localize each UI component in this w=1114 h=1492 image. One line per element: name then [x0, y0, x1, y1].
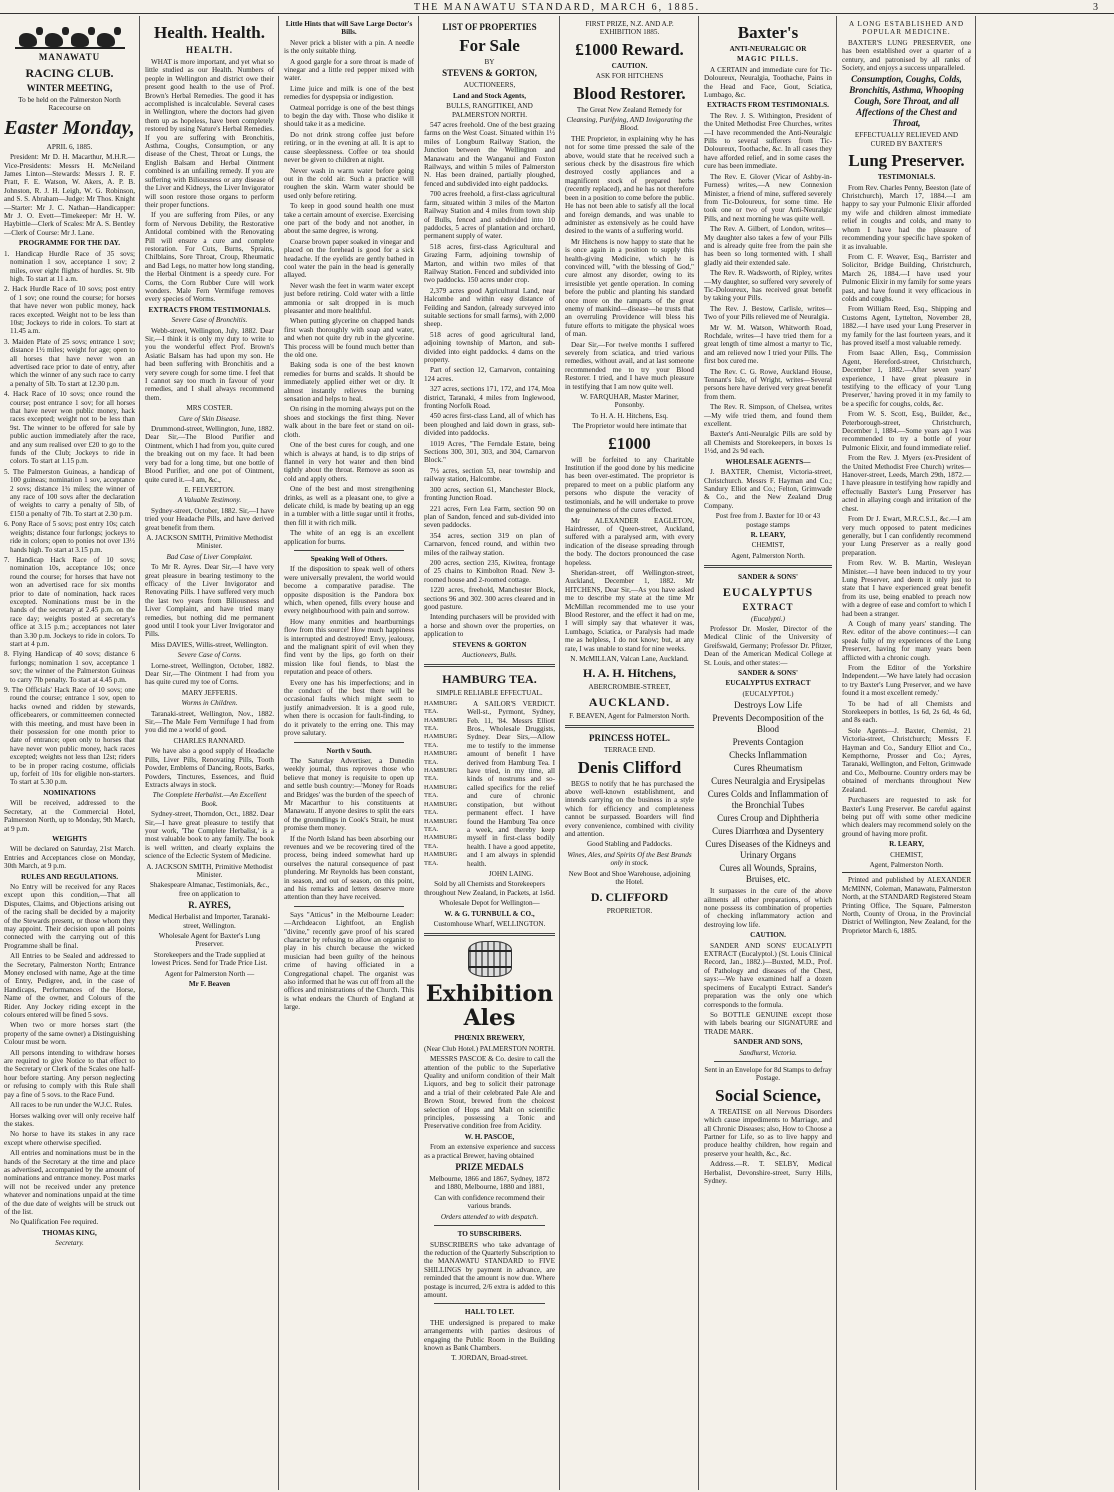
- lung-testimonial: From the Editor of the Yorkshire Independent.—'We have lately had occasion to try Baxter's Lung Preserver, and we have found it a most excellent remedy.': [842, 664, 971, 698]
- hint-item: One of the best cures for cough, and one which is always at hand, is to dip strips of flannel in very hot water and then bind tightly about the throat. Remove as soon as cold and apply others.: [284, 441, 414, 483]
- hotel-stabling: Good Stabling and Paddocks.: [586, 840, 673, 849]
- exhibition-ales-title: Exhibition Ales: [425, 981, 554, 1032]
- pills-testimonial: The Rev. R. Wadsworth, of Ripley, writes —My daughter, so suffered very severely of Tic-Doloureux, has received great benefit by taking your Pills.: [704, 269, 832, 303]
- restorer-testimonial: Dear Sir,—For twelve months I suffered severely from sciatica, and tried various remedies, without avail, and at last someone recommended me to try your Blood Restorer. I tried, and I have much pleasure in testifying that I am now quite well.: [565, 340, 694, 391]
- book-heading: The Complete Herbalist.—An Excellent Book.: [152, 791, 267, 808]
- almanac-note: Shakespeare Almanac, Testimonials, &c., free on application to: [149, 881, 270, 898]
- tea-agent: W. & G. TURNBULL & CO.,: [444, 909, 535, 918]
- rule-item: All races to be run under the W.J.C. Rules.: [10, 1101, 133, 1110]
- auctioneers-label: AUCTIONEERS,: [463, 81, 516, 90]
- hotel-shoe-note: New Boot and Shoe Warehouse, adjoining the Hotel.: [568, 869, 691, 887]
- hint-item: Never wash the feet in warm water except just before retiring. Cold water with a little ammonia or salt dropped in is much pleasanter and more healthful.: [284, 281, 414, 315]
- tea-testimonial: A SAILOR'S VERDICT. Well-st., Pyrmont, Sydney, Feb. 11, '84. Messrs Elliott Bros., Wholesale Druggists, Sydney. Dear Sirs,—Allow me to testify to the immense amount of benefit I have derived from Hamburg Tea. I have tried, in my time, all kinds of nostrums and so-called specifics for the relief and cure of chronic constipation, but without permanent effect. I have found the Hamburg Tea once a week, and thereby keep myself in first-class bodily health. I have a good appetite, and I am always in splendid health.: [467, 699, 555, 868]
- tea-line: HAMBURG TEA.: [424, 851, 458, 867]
- tea-line: HAMBURG TEA.: [424, 716, 458, 733]
- blood-restorer-title: Blood Restorer.: [573, 83, 686, 103]
- column-blood-restorer: [561, 18, 698, 1488]
- orders-note: Orders attended to with despatch.: [440, 1212, 539, 1221]
- herbalist-role: Medical Herbalist and Importer, Taranaki-street, Wellington.: [148, 913, 271, 930]
- hotel-location: TERRACE END.: [603, 746, 656, 755]
- divider: [434, 1303, 545, 1304]
- pills-testimonial: The Rev. E. Glover (Vicar of Ashby-in-Furness) writes,—A new Connexion Minister, a friend of mine, suffered severely from Tic-Doloureux, for some time. He took one or two of your Anti-Neuralgic Pills, and next morning he was quite well.: [704, 172, 832, 223]
- hint-item: The white of an egg is an excellent application for burns.: [284, 529, 414, 546]
- tea-testimonial-box: [467, 700, 555, 881]
- race-list: [4, 250, 135, 787]
- social-science-text: A TREATISE on all Nervous Disorders which cause impediments to Marriage, and all Chronic Diseases; also, How to Choose a Partner for Life, so as to live happy and produce healthy children, how regain and preserve your health, &c., &c.: [704, 1107, 832, 1158]
- tea-line: HAMBURG TEA.: [424, 834, 458, 850]
- rule-item: All Entries to be Sealed and addressed to the Secretary, Palmerston North; Entrance Money enclosed with name, Age at the time of Entry, Pedigree, and, in the case of Handicaps, Performances of the Horse, Name of the owner, and Colours of the Rider. Any Jockey riding except in the colours entered will be fined 5 sovs.: [4, 952, 135, 1020]
- testimonial-signature: E. FELVERTON.: [184, 485, 235, 494]
- health-intro: WHAT is more important, and yet what so little studied as our Health. Numbers of people in Wellington and district owe their present good health to the use of Prof. Brown's Herbal Remedies. The good it has accomplished is incalculable. Several cases in Wellington, where the doctors had given them up as hopeless, have been completely restored by using Nature's Herbal Remedies. If you are suffering with Bronchitis, Asthma, Coughs, Consumption, or any disease of the Chest, Throat or Lungs, the English Balsam and Herbal Ointment combined is an unfailing remedy. If you are suffering with Biliousness or any disease of the Liver and Kidneys, the Liver Invigorator will soon restore those organs to perform their proper functions.: [145, 58, 274, 209]
- caution-text: SANDER AND SONS' EUCALYPTI EXTRACT (Eucalyptol.) (St. Louis Clinical Record, Jan., 1882.)—Buxted, M.D., Prof. of Pathology and diseases of the Chest, says:—We have examined half a dozen specimens of Eucalypti Extract. Sander's preparation was the only one which corresponds to the formula.: [704, 941, 832, 1009]
- testimonial-heading: Bad Case of Liver Complaint.: [166, 552, 253, 561]
- property-item: 700 acres freehold, a first-class agricultural farm, situated within 3 miles of the Marton Railway Station and 4 miles from town ship of Bulls, fenced and subdivided into 10 paddocks, 5 acres of plantation and orchard, permanent supply of water.: [424, 190, 555, 241]
- subscribers-title: TO SUBSCRIBERS.: [457, 1230, 522, 1239]
- testimonial-text: Sydney-street, October, 1882. Sir,—I have tried your Headache Pills, and have derived great benefit from them.: [145, 506, 274, 532]
- firm-name-2: STEVENS & GORTON: [452, 640, 527, 649]
- book-signature: A. JACKSON SMITH, Primitive Methodist Minister.: [146, 862, 273, 879]
- testimonial-signature: MARY JEFFERIS.: [181, 688, 238, 697]
- lung-purchasers: Purchasers are requested to ask for Baxter's Lung Preserver. Be careful against being put off with some other medicine which dealers may recommend solely on the ground of having more profit.: [842, 796, 971, 838]
- lung-preserver-title: Lung Preserver.: [848, 151, 965, 171]
- race-item: 9. The Officials' Hack Race of 10 sovs; one round the course; entrance 1 sov, open to hacks owned and ridden by stewards, officebearers, or committeemen connected with this meeting, and must have been in their possession for one month prior to date of entrance; open only to horses that have never won public money, hack races excepted; weights not less than 12st; riders to be in proper racing costume, officials up, forfeit of 10s for eligible non-starters. To start at 5.30 p.m.: [4, 686, 135, 787]
- tea-line: HAMBURG TEA.: [424, 817, 458, 833]
- masthead-title: THE MANAWATU STANDARD, MARCH 6, 1885.: [413, 2, 701, 13]
- pills-testimonial: Mr W. M. Watson, Whitworth Road, Rochdale, writes—I have tried them for a great length of time almost a martyr to Tic, and am relieved now I tried your Pills. The first box cured me.: [704, 323, 832, 366]
- tea-line: HAMBURG TEA.: [424, 800, 458, 817]
- event-date: APRIL 6, 1885.: [46, 142, 93, 151]
- hotel-name: PRINCESS HOTEL.: [588, 733, 671, 744]
- chemist-name: R. LEARY,: [750, 530, 786, 539]
- restorer-agent: F. BEAVEN, Agent for Palmerston North.: [569, 711, 690, 720]
- agents-label: Land and Stock Agents,: [452, 91, 527, 100]
- speaking-text: How many enmities and heartburnings flow from this source! How much happiness is interrupted and destroyed! Envy, jealousy, and the malignant spirit of evil when they find vent by the lips, go forth on their mission like foul fiends, to blast the reputation and peace of others.: [284, 617, 414, 677]
- book-testimonial: Sydney-street, Thorndon, Oct., 1882. Dear Sir,—I have great pleasure to testify that your work, 'The Complete Herbalist,' is a most valuable book to any family. The book is well written, and clearly explains the science of the Eclectic System of Medicine.: [145, 810, 274, 861]
- prize-medals: PRIZE MEDALS: [455, 1162, 524, 1173]
- firm-sub-2: Auctioneers, Bulls.: [462, 651, 517, 659]
- testimonial-text: Drummond-street, Wellington, June, 1882. Dear Sir,—The Blood Purifier and Ointment, which I had from you, quite cured the breaking out on my face. It had been very bad for a long time, but one bottle of Blood Purifier, and one pot of Ointment, quite cured it.—I am, &c.,: [145, 425, 274, 484]
- pills-testimonial: The Rev. R. Simpson, of Chelsea, writes—My wife tried them, and found them excellent.: [704, 403, 832, 429]
- ask-label: ASK FOR HITCHENS: [595, 72, 664, 81]
- lung-agents: Sole Agents—J. Baxter, Chemist, 21 Victoria-street, Christchurch; Messrs F. Hayman and Co., Sandury Elliot and Co., Kempthorne, Prosser and Co.; Ayres, Taranaki, Wellington, and Felton, Grimwade and Co., Melbourne. Country orders may be obtained of merchants throughout New Zealand.: [842, 726, 971, 794]
- claim-item: Destroys Low Life: [734, 700, 802, 711]
- property-item: 1019 Acres, "The Ferndale Estate, being Sections 300, 301, 303, and 304, Carnarvon Block.": [424, 439, 555, 465]
- envelope-note: Sent in an Envelope for 8d Stamps to defray Postage.: [704, 1065, 832, 1083]
- trade-note: Storekeepers and the Trade supplied at lowest Prices. Send for Trade Price List.: [151, 950, 268, 968]
- column-lung-preserver: [838, 18, 975, 1488]
- claim-item: Cures all Wounds, Sprains, Bruises, etc.: [719, 863, 817, 885]
- testimonial-text: Webb-street, Wellington, July, 1882. Dear Sir,—I think it is only my duty to write to you the wonderful effect Prof. Brown's Asiatic Balsam has had upon my son. He had been suffering with Bronchitis and a very severe cough for some time. I feel that I cannot say too much in favour of your remedies, and I shall always recommend them.: [145, 326, 274, 402]
- rule-item: All entries and nominations must be in the hands of the Secretary at the time and place as advertised, accompanied by the amount of nominations and entrance money. Post marks will not be received under any pretence whatever and nominations unpaid at the time of the due date of weights will be struck out of the list.: [4, 1149, 135, 1216]
- eucalyptus-title: EUCALYPTUS: [722, 584, 814, 599]
- restorer-signature: N. McMILLAN, Valcan Lane, Auckland.: [570, 655, 689, 663]
- lung-effect: EFFECTUALLY RELIEVED AND CURED BY BAXTER'S: [854, 131, 959, 148]
- social-science-title: Social Science,: [715, 1085, 821, 1105]
- divider: [842, 872, 971, 873]
- medal-list: Melbourne, 1866 and 1867, Sydney, 1872 and 1880, Melbourne, 1880 and 1881,: [429, 1175, 550, 1192]
- property-item: 221 acres, Fern Lea Farm, section 90 on plan of Sandon, fenced and sub-divided into seven paddocks.: [424, 504, 555, 530]
- property-item: 547 acres freehold. One of the best grazing farms on the West Coast. Situated within 1½ miles of Longburn Railway Station, the Junction between the Wellington and Manawatu and the Wanganui and Foxton Railways, and within 5 miles of Palmerston N. Has been drained, partially ploughed, fenced and subdivided into eight paddocks.: [424, 121, 555, 188]
- rule-item: No Entry will be received for any Races except upon this condition,—That all Disputes, Claims, and Objections arising out of the racing shall be decided by a majority of the Stewards present, or those whom they may appoint. Their decision upon all points connected with the carrying out of this Programme shall be final.: [4, 882, 135, 950]
- secretary-name: THOMAS KING,: [42, 1228, 97, 1237]
- testimonials-title: EXTRACTS FROM TESTIMONIALS.: [148, 305, 271, 314]
- race-item: 3. Maiden Plate of 25 sovs; entrance 1 sov; distance 1½ miles; weight for age; open to all horses that have never won an advertised race prior to date of entry, after which the winner of any such race to carry a penalty of 5lb. To start at 12.30 p.m.: [4, 337, 135, 388]
- page-number: 3: [1093, 2, 1100, 13]
- caution-title: CAUTION.: [750, 931, 786, 940]
- extract-title: EXTRACT: [742, 601, 794, 612]
- brewer-experience: From an extensive experience and success as a practical Brewer, having obtained: [424, 1143, 555, 1160]
- tea-signature: JOHN LAING.: [488, 869, 534, 878]
- property-item: 327 acres, sections 171, 172, and 174, Moa district, Taranaki, 4 miles from Inglewood, fronting Norfolk Road.: [424, 385, 555, 411]
- lung-testimonial: From William Reed, Esq., Shipping and Customs Agent, Lyttelton, November 28, 1882.—I have used your Lung Preserver in my family for the last fourteen years, and it has proved itself a most valuable remedy.: [842, 305, 971, 347]
- rule-item: All persons intending to withdraw horses are required to give Notice to that effect to the Secretary or Clerk of the Scales one half-hour before starting. Any person neglecting or refusing to comply with this Rule shall pay a fine of 5 sovs. to the Race Fund.: [4, 1048, 135, 1099]
- social-science-address: Address.—R. T. SELBY, Medical Herbalist, Devonshire-street, Surry Hills, Sydney.: [704, 1160, 832, 1185]
- claim-item: Cures Rheumatism: [733, 763, 803, 774]
- north-south-title: North v South.: [326, 746, 372, 755]
- north-south-text: The Saturday Advertiser, a Dunedin weekly journal, thus reproves those who believe that money is requisite to open up and settle bush country:—'Money for Roads and Bridges' was the burden of the speech of Mr Macarthur to his constituents at Manawatu. If anyone desires to split the ears of the groundlings in Cook's Strait, he must promise them money.: [284, 756, 414, 833]
- property-item: 1220 acres, freehold, Manchester Block, sections 96 and 302. 300 acres cleared and in good pasture.: [424, 586, 555, 611]
- race-item: 1. Handicap Hurdle Race of 35 sovs; nomination 1 sov, acceptance 1 sov; 2 miles, over eight flights of hurdles. St. 9lb high. To start at 11 a.m.: [4, 249, 135, 283]
- for-sale-title: For Sale: [459, 36, 520, 55]
- eucalyptus-more: It surpasses in the cure of the above ailments all other preparations, of which none possess its combination of properties of checking inflammatory action and destroying low life.: [704, 887, 832, 929]
- hint-item: To keep in good sound health one must take a certain amount of exercise. Exercising one part of the body and not another, in about the same degree, is wrong.: [284, 202, 414, 236]
- lung-chemist-place: Agent, Palmerston North.: [869, 860, 944, 869]
- testimonial-signature: MRS COSTER.: [186, 404, 233, 413]
- maker-street: ABERCROMBIE-STREET,: [588, 683, 671, 692]
- medal-note: Can with confidence recommend their various brands.: [434, 1193, 545, 1211]
- lung-top: A LONG ESTABLISHED AND POPULAR MEDICINE.: [848, 20, 965, 37]
- divider: [704, 565, 832, 568]
- restorer-testimonial: Sheridan-street, off Wellington-street, Auckland, December 1, 1882. Mr HITCHENS, Dear Sir,—As you have asked me to describe my state at the time Mr McMillan recommended me to use your Blood Restorer, and the effect it had on me, I will simply say that whatever it was, Lumbago, Sciatica, or Paralysis had made me as helpless, I do not know; but, at any rate, I was unable to stand for nine weeks.: [565, 568, 694, 653]
- tea-line: HAMBURG TEA.: [424, 750, 458, 766]
- lung-testimonial: From W. S. Scott, Esq., Builder, &c., Peterborough-street, Christchurch, December 1, 1884.—Some years ago I was recommended to try a bottle of your Pulmonic Elixir, and found immediate relief.: [842, 410, 971, 452]
- atticus-text: Says "Atticus" in the Melbourne Leader:—Archdeacon Lightfoot, an English "divine," recently gave proof of his scared character by refusing to allow an organist to play in his church because the wicked musician had been guilty of the heinous crime of having officiated in a Congregational chapel. The organist was also informed that he was cut off from all the offices and ministrations of the Church. This is what endears the Church of England at large.: [284, 910, 414, 1012]
- lung-testimonials-title: TESTIMONIALS.: [877, 173, 936, 182]
- rule-item: When two or more horses start (the property of the same owner) a Distinguishing Colour must be worn.: [4, 1021, 135, 1047]
- speaking-title: Speaking Well of Others.: [310, 554, 388, 563]
- rules-title: RULES AND REGULATIONS.: [20, 872, 119, 881]
- intending-note: Intending purchasers will be provided with a horse and shown over the properties, on application to: [424, 613, 555, 639]
- officers: President: Mr D. H. Macarthur, M.H.R.—Vice-Presidents: Messrs H. McNeiland James Linton—Stewards: Messrs J. R. F. Pratt, F. E. Watson, W. Akers, A. P. B. Johnston, R. J. H. Leigh, W. G. Robinson, and S. S. Abraham—Judge: Mr Thos. Knight —Starter: Mr J. C. Nathan—Handicapper: Mr J. O. Evett—Timekeeper: Mr H. W. Haybittle—Clerk of Scales: Mr A. S. Bentley—Clerk of Course: Mr J. Lane.: [4, 153, 135, 237]
- weights-text: Will be declared on Saturday, 21st March. Entries and Acceptances close on Monday, 30th March, at 9 p.m.: [4, 845, 135, 871]
- herbalist-name: R. AYRES,: [188, 900, 231, 911]
- hotel-text: BEGS to notify that he has purchased the above well-known establishment, and intends carrying on the business in a style which for efficiency and completeness cannot be surpassed. Boarders will find every convenience, combined with civility and attention.: [565, 779, 694, 839]
- firm-place: BULLS, RANGITIKEI, AND PALMERSTON NORTH.: [446, 102, 533, 119]
- eucalyptol-sub: (EUCALYPTOL): [742, 689, 794, 698]
- divider: [294, 742, 404, 743]
- property-item: 200 acres, section 235, Kiwitea, frontage of 25 chains to Kimbolton Road. New 3-roomed house and 2-roomed cottage.: [424, 558, 555, 584]
- restorer-to: To H. A. H. Hitchens, Esq.: [591, 411, 668, 420]
- testimonial-heading: Cure of Skin Disease.: [178, 414, 241, 423]
- property-item: 518 acres, first-class Agricultural and Grazing Farm, adjoining township of Marton, and within two miles of that Railway Station. Fenced and subdivided into two paddocks. 150 acres under crop.: [424, 242, 555, 285]
- lung-testimonial: From C. F. Weaver, Esq., Barrister and Solicitor, Bridge Building, Christchurch, March 26, 1884.—I have used your Pulmonic Elixir in my family for some years past, and have found it very efficacious in colds and coughs.: [842, 252, 971, 303]
- hotel-proprietor-role: PROPRIETOR.: [606, 906, 653, 915]
- property-item: 518 acres of good agricultural land, adjoining township of Marton, and sub-divided into eight paddocks. 4 dams on the property.: [424, 330, 555, 364]
- rule-item: No horse to have its stakes in any race except where otherwise specified.: [4, 1130, 135, 1147]
- property-item: 7½ acres, section 53, near township and railway station, Halcombe.: [424, 466, 555, 484]
- meeting-intro: To be held on the Palmerston North Racecourse on: [18, 96, 121, 113]
- testimonial-heading: A Valuable Testimony.: [177, 496, 242, 505]
- club-title: RACING CLUB.: [25, 66, 114, 80]
- hint-item: Oatmeal porridge is one of the best things to begin the day with. Those who dislike it should take it as a medicine.: [284, 103, 414, 129]
- column-rule: [418, 16, 419, 1490]
- column-racing-club: [0, 18, 139, 1488]
- testimonial-heading: Severe Case of Corns.: [177, 651, 242, 660]
- property-item: 2,379 acres good Agricultural Land, near Halcombe and within easy distance of Feilding and Sandon, (already surveyed into suitable sections for small farms), with 2,000 sheep.: [424, 286, 555, 329]
- lung-testimonial: From Rev. W. B. Martin, Wesleyan Minister.—I have been induced to try your Lung Preserver, and deem it only just to state that I have experienced great benefit from its use, being enabled to preach now with a degree of ease and comfort to which I had been a stranger.: [842, 559, 971, 618]
- hint-item: A good gargle for a sore throat is made of vinegar and a little red pepper mixed with water.: [284, 57, 414, 83]
- lung-testimonial: From Isaac Allen, Esq., Commission Agent, Hereford-street, Christchurch, December 1, 1882.—After seven years' experience, I have great pleasure in testifying to the efficacy of your 'Lung Preserver,' having proved it in my family to be a specific for coughs, colds, &c.: [842, 349, 971, 408]
- health-title: Health. Health.: [154, 23, 265, 42]
- column-rule: [698, 16, 699, 1490]
- column-properties: [420, 18, 559, 1488]
- testimonial-text: Taranaki-street, Wellington, Nov., 1882. Sir,—The Male Fern Vermifuge I had from you did me a world of good.: [145, 709, 274, 735]
- hint-item: Do not drink strong coffee just before retiring, or in the evening at all. It is apt to cause sleeplessness. Coffee or tea should never be given to children at night.: [284, 130, 414, 165]
- reward-title: £1000 Reward.: [575, 39, 684, 59]
- pills-testimonial: The Rev. A. Gilbert, of London, writes—My daughter also takes a few of your Pills and is already quite free from the pain she has been so long tormented with. I shall gladly aid their extended sale.: [704, 225, 832, 267]
- lung-chemist-role: CHEMIST,: [890, 850, 923, 859]
- brewery-location: (Near Club Hotel.) PALMERSTON NORTH.: [424, 1044, 555, 1053]
- agent-label: Agent for Palmerston North —: [164, 969, 255, 978]
- claim-item: Prevents Decomposition of the Blood: [712, 713, 824, 735]
- column-rule: [975, 16, 976, 1490]
- lung-testimonial: From the Rev. J. Myers (ex-President of the United Methodist Free Church) writes—Hanover-street, Leeds, March 29th, 1872.—I have pleasure in testifying how rapidly and effectually Baxter's Lung Preserver has acted in allaying cough and irritation of the chest.: [842, 454, 971, 513]
- hint-item: Never prick a blister with a pin. A needle is the only suitable thing.: [284, 38, 414, 56]
- remedy-virtues: Cleansing, Purifying, AND Invigorating the Blood.: [566, 116, 693, 133]
- claim-item: Cures Diseases of the Kidneys and Urinary Organs: [705, 839, 831, 861]
- health-subtitle: HEALTH.: [186, 45, 233, 55]
- column-health: [141, 18, 278, 1488]
- restorer-text: THE Proprietor, in explaining why he has not for some time pressed the sale of the above, would state that he received such a serious check by the disastrous fire which destroyed costly appliances and a magnificent stock of prepared herbs (recently replaced), and he has not therefore been in a position to come before the public. He has not been able to satisfy all the local and foreign demands, and was unable to administer as extensively as he could have desired to the wants of a suffering world.: [565, 134, 694, 236]
- tea-block: [424, 700, 555, 881]
- restorer-text: Mr Hitchens is now happy to state that he is once again in a position to supply this health-giving Medicine, which he is convinced will, "with the blessing of God," cure almost any disorder, owing to its irresistible yet gentle operation. In coming before the public and planting his standard once more on the ramparts of the great enemy of mankind—disease—he trusts that an overruling Providence will bless his future efforts to mitigate the physical woes of man.: [565, 237, 694, 339]
- hint-item: Coarse brown paper soaked in vinegar and placed on the forehead is good for a sick headache. If the eyelids are gently bathed in cool water the pain in the head is generally allayed.: [284, 237, 414, 280]
- hall-signature: T. JORDAN, Broad-street.: [451, 1354, 528, 1363]
- barrel-icon: [468, 941, 512, 977]
- brewery-text: MESSRS PASCOE & Co. desire to call the attention of the public to the Superlative Quality and uniform condition of their Malt Liquors, and beg to solicit their patronage and a trial of their celebrated Pale Ale and Brown Stout, brewed from the choicest selection of Hops and Malt on scientific principles, possessing a Tonic and Preservative condition free from Acidity.: [424, 1055, 555, 1131]
- hint-item: When putting glycerine on chapped hands first wash thoroughly with soap and water, and when not quite dry rub in the glycerine. This process will be found much better than the old one.: [284, 317, 414, 360]
- agent-name: Mr F. Beaven: [188, 980, 231, 989]
- claim-item: Checks Inflammation: [729, 750, 807, 761]
- testimonial-heading: Worms in Children.: [181, 699, 238, 708]
- tea-depot: Wholesale Depot for Wellington—: [439, 899, 540, 908]
- property-item: 300 acres, section 61, Manchester Block, fronting Junction Road.: [424, 485, 555, 503]
- speaking-text: Every one has his imperfections; and in the conduct of the best there will be occasional faults which might seem to justify animadversion. It is a good rule, when there is occasion for fault-finding, to do it privately to the erring one. This may prove salutary.: [284, 678, 414, 738]
- pills-testimonials-title: EXTRACTS FROM TESTIMONIALS.: [707, 101, 829, 110]
- divider: [434, 1225, 545, 1226]
- testimonial-text: To Mr R. Ayres. Dear Sir,—I have very great pleasure in bearing testimony to the efficacy of the Liver Invigorator and Renovating Pills. I have suffered very much the last two years from Biliousness and Liver Complaint, and have tried many remedies, but nothing did me permanent good until I took your Liver Invigorator and Pills.: [145, 563, 274, 639]
- hotel-owner: Denis Clifford: [577, 757, 682, 777]
- sander-heading: SANDER & SONS': [738, 573, 798, 582]
- lung-chemist-name: R. LEARY,: [889, 840, 924, 849]
- divider: [424, 933, 555, 936]
- tea-line: HAMBURG TEA.: [424, 733, 458, 749]
- chemist-role: CHEMIST,: [751, 541, 785, 550]
- imprint: Printed and published by ALEXANDER McMINN, Coleman, Manawatu, Palmerston North, at the STANDARD Registered Steam Printing Office, The Square, Palmerston North, County of Oroua, in the Provincial District of Wellington, New Zealand, for the Proprietor March 6, 1885.: [842, 876, 971, 935]
- restorer-testimonial: Mr ALEXANDER EAGLETON, Hairdresser, of Queen-street, Auckland, suffered with a paralysed arm, with every indication of the disease spreading through the body. The doctors pronounced the case hopeless.: [565, 516, 694, 567]
- column-rule: [139, 16, 140, 1490]
- divider: [565, 725, 694, 728]
- meeting-title: WINTER MEETING,: [26, 83, 113, 93]
- lung-intro: BAXTER'S LUNG PRESERVER, one has been established over a quarter of a century, and patronised by all ranks of Society, and enjoys a success unparalleled.: [842, 38, 971, 73]
- race-item: 8. Flying Handicap of 40 sovs; distance 6 furlongs; nomination 1 sov, acceptance 1 sov; the winner of the Palmerston Guineas to carry 7lb penalty. To start at 4.45 p.m.: [4, 650, 135, 684]
- hint-item: On rising in the morning always put on the shoes and stockings the first thing. Never walk about in the bare feet or stand on oil-cloth.: [284, 405, 414, 439]
- hall-title: HALL TO LET.: [464, 1308, 515, 1317]
- property-item: 354 acres, section 319 on plan of Carnarvon, fenced round, and within two miles of the railway station.: [424, 531, 555, 557]
- firm-name: STEVENS & GORTON,: [442, 68, 537, 79]
- masthead: [0, 0, 1114, 14]
- testimonial-text: Lorne-street, Wellington, October, 1882. Dear Sir,—The Ointment I had from you has quite cured my toe of Corns.: [145, 661, 274, 687]
- tea-line: HAMBURG TEA.: [424, 783, 458, 800]
- maker-name: H. A. H. Hitchens,: [582, 666, 676, 681]
- testimonial-signature: CHARLES RANNARD.: [173, 736, 246, 745]
- race-item: 4. Hack Race of 10 sovs; once round the course; post entrance 1 sov; for all horses that have never won public money, hack races excepted; weight not to be less than 9st. The winner to be offered for sale by public auction immediately after the race, and any sum realised over £20 to go to the funds of the Club; Jockeys to ride in colors. To start at 1.15 p.m.: [4, 390, 135, 466]
- pills-testimonial: The Rev. C. G. Rowe, Auckland House, Tennant's Isle, of Wright, writes—Several persons here have derived very great benefit from them.: [704, 367, 832, 401]
- weights-title: WEIGHTS: [52, 834, 87, 843]
- race-item: 5. The Palmerston Guineas, a handicap of 100 guineas; nomination 1 sov, acceptance 2 sovs; distance 1¾ miles; the winner of any race of 100 sovs after the declaration of weights to carry a penalty of 5lb, of £150 a penalty of 7lb. To start at 2.30 p.m.: [4, 467, 135, 518]
- column-rule: [836, 16, 837, 1490]
- divider: [714, 1061, 822, 1062]
- lung-testimonial: From Rev. Charles Penny, Beeston (late of Christchurch), March 17, 1884.—I am happy to say your Pulmonic Elixir afforded my wife and children almost immediate relief in coughs and colds, and many to whom I have had the pleasure of recommending your specific have spoken of it as invaluable.: [842, 183, 971, 251]
- claim-item: Cures Diarrhœa and Dysentery: [712, 826, 824, 837]
- hint-item: Never wash in warm water before going out in the cold air. Such a practice will roughen the skin. Warm water should be used only before retiring.: [284, 166, 414, 200]
- testimonial-signature: A. JACKSON SMITH, Primitive Methodist Minister.: [146, 533, 273, 551]
- tea-line: HAMBURG TEA.: [424, 699, 458, 716]
- tea-repeat: [424, 700, 464, 881]
- divider: [294, 906, 404, 907]
- hotel-wines: Wines, Ales, and Spirits Of the Best Brands only in stock.: [567, 850, 692, 868]
- sander-depot: SANDER AND SONS,: [733, 1038, 803, 1047]
- eucalyptus-text: Professor Dr. Mosler, Director of the Medical Clinic of the University of Greifswald, Germany; Professor Dr. Pfitzer, Dean of the American Medical College at St. Louis, and other states:—: [704, 624, 832, 667]
- secretary-role: Secretary.: [55, 1239, 84, 1248]
- nominations-text: Will be received, addressed to the Secretary, at the Commercial Hotel, Palmerston North, up to Monday, 9th March, at 9 p.m.: [4, 799, 135, 833]
- baxters-title: Baxter's: [737, 23, 799, 42]
- club-location: MANAWATU: [38, 52, 101, 62]
- wholesale-agent: Wholesale Agent for Baxter's Lung Preserver.: [158, 932, 261, 949]
- race-item: 2. Hack Hurdle Race of 10 sovs; post entry of 1 sov; one round the course; for horses that have never won public money, hack races excepted. Weight not to be less than 10st; Jockeys to ride in colors. To start at 11.45 a.m.: [4, 285, 135, 336]
- property-item: 450 acres first-class Land, all of which has been ploughed and laid down in grass, sub-divided into paddocks.: [424, 412, 555, 438]
- column-articles: [280, 18, 418, 1488]
- racehorse-illustration: [15, 23, 125, 49]
- lung-sold: To be had of all Chemists and Storekeepers in bottles, 1s 6d, 2s 6d, 4s 6d, and 8s each.: [842, 699, 971, 725]
- baxters-sub-2: MAGIC PILLS.: [737, 55, 799, 64]
- pills-price: Baxter's Anti-Neuralgic Pills are sold by all Chemists and Storekeepers, in boxes 1s 1½d, and 2s 9d each.: [704, 430, 832, 456]
- sander-place: Sandhurst, Victoria.: [739, 1048, 797, 1057]
- claim-item: Cures Colds and Inflammation of the Bronchial Tubes: [707, 789, 829, 811]
- programme-title: PROGRAMME FOR THE DAY.: [18, 239, 121, 248]
- speaking-text: If the disposition to speak well of others were universally prevalent, the world would become a comparative paradise. The opposite disposition is the Pandora box which, when opened, fills every house and every neighbourhood with pain and sorrow.: [284, 565, 414, 616]
- claim-item: Prevents Contagion: [732, 737, 804, 748]
- column-rule: [559, 16, 560, 1490]
- maker-city: AUCKLAND.: [588, 694, 671, 709]
- baxters-sub-1: ANTI-NEURALGIC OR: [729, 45, 807, 53]
- claim-item: Cures Croup and Diphtheria: [717, 813, 819, 824]
- hints-title: Little Hints that will Save Large Doctor's Bills.: [285, 20, 413, 37]
- event-name: Easter Monday,: [4, 116, 135, 139]
- restorer-text: will be forfeited to any Charitable Institution if the good done by his medicine has been over-estimated. The proprietor is prepared to meet on a public platform any persons who dispute the veracity of testimonials, and he will undertake to prove the genuineness of the cures effected.: [565, 455, 694, 515]
- brewery-name: PHŒNIX BREWERY,: [454, 1034, 525, 1043]
- testimonial-signature: Miss DAVIES, Willis-street, Wellington.: [151, 640, 268, 649]
- prize-note: FIRST PRIZE, N.Z. AND A.P. EXHIBITION 1885.: [585, 20, 674, 37]
- subscribers-text: SUBSCRIBERS who take advantage of the reduction of the Quarterly Subscription to the MANAWATU STANDARD to FIVE SHILLINGS by payment in advance, are reminded that the amount is now due. Where postage is incurred, 2/6 extra is added to this amount.: [424, 1240, 555, 1299]
- north-south-text: If the North Island has been absorbing our revenues and we be recovering tired of the process, being indeed somewhat hard up ourselves the natural consequence of past plundering. Mr Reynolds has been constant, in season, and out of season, on this point, and his remarks and letters deserve more attention than they have received.: [284, 834, 414, 902]
- property-item: Part of section 12, Carnarvon, containing 124 acres.: [424, 366, 555, 383]
- hall-text: THE undersigned is prepared to make arrangements with parties desirous of engaging the Public Room in the Building known as Bank Chambers.: [424, 1318, 555, 1352]
- divider: [424, 664, 555, 667]
- restorer-signature: W. FARQUHAR, Master Mariner, Ponsonby.: [580, 393, 679, 410]
- testimonial-heading: Severe Case of Bronchitis.: [171, 316, 248, 325]
- tea-sold: Sold by all Chemists and Storekeepers throughout New Zealand, in Packets, at 1s6d.: [424, 880, 555, 897]
- hamburg-tea-sub: SIMPLE RELIABLE EFFECTUAL.: [436, 689, 543, 698]
- pills-testimonial: The Rev. J. Bestow, Carlisle, writes—Two of your Pills relieved me of Neuralgia.: [704, 304, 832, 322]
- eucalyptus-sub: (Eucalypti.): [750, 614, 786, 623]
- hotel-proprietor: D. CLIFFORD: [590, 889, 669, 904]
- eucalyptus-extract-2: EUCALYPTUS EXTRACT: [725, 679, 811, 688]
- list-heading: LIST OF PROPERTIES: [442, 22, 537, 32]
- tea-wharf: Customhouse Wharf, WELLINGTON.: [433, 919, 546, 928]
- column-rule: [278, 16, 279, 1490]
- post-note: Post free from J. Baxter for 10 or 43 postage stamps: [715, 512, 821, 529]
- proprietor-notice: The Proprietor would here intimate that: [572, 422, 687, 431]
- health-intro-2: If you are suffering from Piles, or any form of Nervous Debility, the Restorative Antidotal combined with the Renovating Pill will ensure a cure and complete restoration. For Cuts, Burns, Sprains, Chilblains, Sore Throat, Croup, Rheumatic and Bad Legs, no matter how long standing, the Herbal Ointment is a speedy cure. For Corns, the Corn Rubber Cure will work wonders. Male Fern Vermifuge removes every species of Worms.: [145, 211, 274, 304]
- stock-note: We have also a good supply of Headache Pills, Liver Pills, Renovating Pills, Tooth Powder, Emblems of Dancing, Roots, Barks, Powders, Tinctures, Essences, and fluid Extracts always in stock.: [145, 747, 274, 789]
- wholesale-names: J. BAXTER, Chemist, Victoria-street, Christchurch. Messrs F. Hayman and Co.; Sandury Elliot and Co.; Felton, Grimwade & Co., and the New Zealand Drug Company.: [704, 468, 832, 510]
- rule-item: Horses walking over will only receive half the stakes.: [4, 1111, 135, 1128]
- remedy-label: The Great New Zealand Remedy for: [576, 105, 683, 114]
- beware-text: So BOTTLE GENUINE except those with labels bearing our SIGNATURE and TRADE MARK.: [704, 1010, 832, 1036]
- wholesale-title: WHOLESALE AGENTS—: [725, 457, 811, 466]
- nominations-title: NOMINATIONS: [43, 788, 96, 797]
- claims-list: [704, 700, 832, 885]
- pills-testimonial: The Rev. J. S. Withington, President of the United Methodist Free Churches, writes —I have recommended the Anti-Neuralgic Pills to several sufferers from Tic-Doloureux, Toothache, &c. In all cases they have afforded relief, and in some cases the cure has been immediate.: [704, 111, 832, 171]
- lung-diseases: Consumption, Coughs, Colds, Bronchitis, Asthma, Whooping Cough, Sore Throat, and all Affections of the Chest and Throat,: [849, 74, 964, 129]
- sander-heading-2: SANDER & SONS': [738, 669, 798, 677]
- rule-item: No Qualification Fee required.: [10, 1218, 99, 1227]
- brewer-name: W. H. PASCOE,: [464, 1132, 515, 1141]
- hamburg-tea-title: HAMBURG TEA.: [442, 672, 537, 687]
- hint-item: Baking soda is one of the best known remedies for burns and scalds. It should be immediately applied either wet or dry. It almost instantly relieves the burning sensation and helps to heal.: [284, 361, 414, 404]
- chemist-place: Agent, Palmerston North.: [731, 551, 805, 560]
- thousand-pounds: £1000: [608, 433, 651, 453]
- hint-item: One of the best and most strengthening drinks, as well as a pleasant one, to give a delicate child, is made by beating up an egg in a tumbler with a little sugar until it froths, then fill it with rich milk.: [284, 485, 414, 527]
- by-label: BY: [484, 58, 495, 66]
- lung-testimonial: From Dr J. Ewart, M.R.C.S.I., &c.—I am very much opposed to patent medicines generally, but I can confidently recommend your Lung Preserver as a really good preparation.: [842, 515, 971, 557]
- pills-text: A CERTAIN and immediate cure for Tic-Doloureux, Neuralgia, Toothache, Pains in the Head and Face, Gout, Sciatica, Lumbago, &c.: [704, 65, 832, 100]
- divider: [294, 550, 404, 551]
- tea-line: HAMBURG TEA.: [424, 767, 458, 783]
- caution-label: CAUTION.: [611, 61, 648, 70]
- hint-item: Lime juice and milk is one of the best remedies for dyspepsia or indigestion.: [284, 84, 414, 102]
- lung-testimonial: A Cough of many years' standing. The Rev. editor of the above continues:—I can speak fully of my experiences of the Lung Preserver, having for many years been afflicted with a chronic cough.: [842, 619, 971, 662]
- race-item: 6. Pony Race of 5 sovs; post entry 10s; catch weights; distance four furlongs; jockeys to ride in colors; open to ponies not over 13½ hands high. To start at 3.15 p.m.: [4, 520, 135, 554]
- claim-item: Cures Neuralgia and Erysipelas: [711, 776, 825, 787]
- column-baxters-pills: [700, 18, 836, 1488]
- race-item: 7. Handicap Hack Race of 10 sovs; nomination 10s, acceptance 10s; once round the course; for horses that have not won an advertised race for six months prior to date of nomination, hack races excepted. Nominations must be in the hands of the secretary at 2.45 p.m. on the race day; weights posted at secretary's office at 3.15 p.m.; acceptances not later than 3.30 p.m. Jockeys to ride in colors. To start at 4 p.m.: [4, 555, 135, 648]
